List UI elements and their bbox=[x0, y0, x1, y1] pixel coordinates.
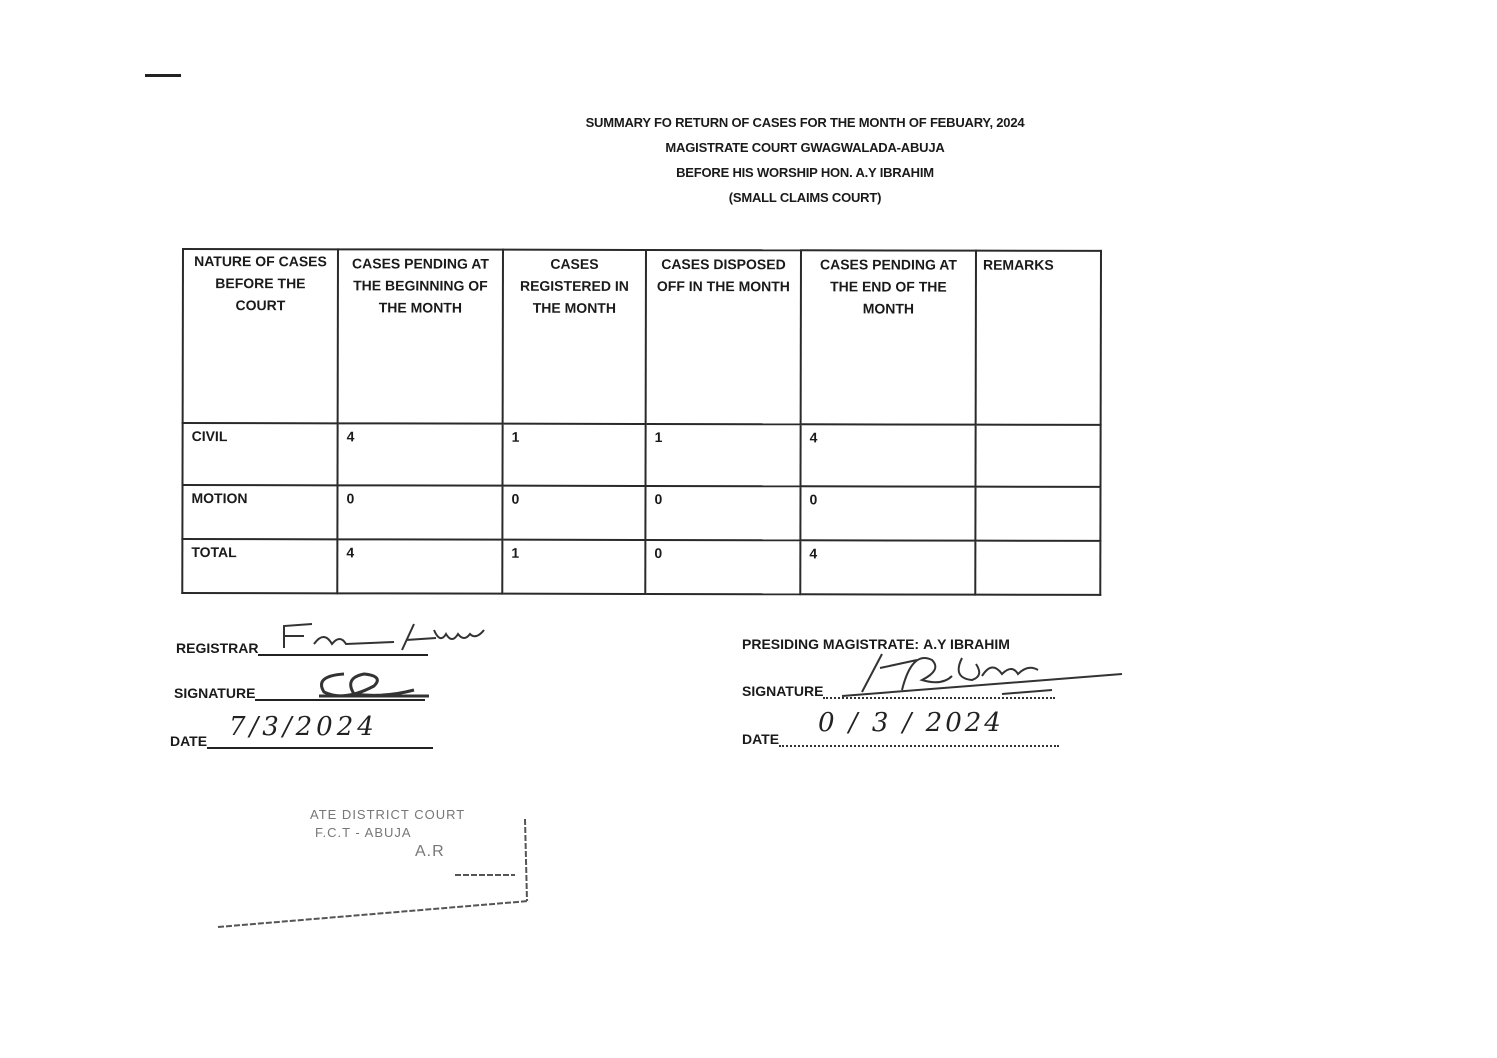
court-stamp bbox=[215, 805, 535, 935]
header-court-type: (SMALL CLAIMS COURT) bbox=[728, 190, 882, 205]
cell-registered: 1 bbox=[502, 540, 645, 594]
magistrate-date-label: DATE bbox=[742, 731, 780, 747]
col-registered: CASES REGISTERED IN THE MONTH bbox=[503, 250, 646, 424]
header-title: SUMMARY FO RETURN OF CASES FOR THE MONTH OF FEBUARY, 2024 bbox=[585, 115, 1025, 130]
magistrate-label: PRESIDING MAGISTRATE: bbox=[742, 636, 920, 652]
cell-pending-end: 0 bbox=[800, 486, 975, 540]
cell-nature: TOTAL bbox=[182, 539, 337, 593]
cell-remarks bbox=[976, 425, 1101, 487]
col-pending-end: CASES PENDING AT THE END OF THE MONTH bbox=[801, 250, 976, 424]
cell-nature: CIVIL bbox=[183, 423, 338, 485]
cell-pending-start: 4 bbox=[337, 539, 502, 593]
cell-disposed: 0 bbox=[645, 486, 800, 540]
table-row-motion bbox=[182, 485, 1100, 541]
cell-registered: 0 bbox=[502, 486, 645, 540]
registrar-signature-label: SIGNATURE bbox=[174, 685, 256, 701]
cell-pending-end: 4 bbox=[801, 424, 976, 486]
magistrate-signature-label: SIGNATURE bbox=[742, 683, 824, 699]
cell-remarks bbox=[975, 487, 1100, 541]
col-disposed: CASES DISPOSED OFF IN THE MONTH bbox=[646, 250, 801, 424]
stamp-frame bbox=[215, 805, 535, 935]
col-nature: NATURE OF CASES BEFORE THE COURT bbox=[183, 249, 338, 423]
margin-dash bbox=[145, 74, 181, 77]
cell-pending-start: 0 bbox=[337, 485, 502, 539]
cell-disposed: 0 bbox=[645, 540, 800, 594]
table-header-row bbox=[183, 249, 1101, 425]
cell-disposed: 1 bbox=[646, 424, 801, 486]
cell-pending-end: 4 bbox=[800, 540, 975, 594]
stamp-line2: F.C.T - ABUJA bbox=[315, 825, 412, 840]
magistrate-block bbox=[742, 636, 1142, 766]
table-row-civil bbox=[183, 423, 1101, 487]
document-header bbox=[520, 110, 1090, 210]
header-court: MAGISTRATE COURT GWAGWALADA-ABUJA bbox=[665, 140, 945, 155]
registrar-date-label: DATE bbox=[170, 733, 208, 749]
cases-table bbox=[181, 248, 1102, 596]
registrar-block bbox=[170, 630, 474, 760]
stamp-line1: ATE DISTRICT COURT bbox=[310, 807, 466, 822]
cell-remarks bbox=[975, 541, 1100, 595]
table-row-total bbox=[182, 539, 1100, 595]
cell-registered: 1 bbox=[503, 424, 646, 486]
cell-nature: MOTION bbox=[182, 485, 337, 539]
magistrate-date-value: 0 / 3 / 2024 bbox=[818, 708, 1004, 738]
col-remarks: REMARKS bbox=[976, 251, 1101, 425]
registrar-label: REGISTRAR bbox=[176, 640, 259, 656]
registrar-name-handwriting bbox=[274, 620, 504, 660]
magistrate-signature-handwriting bbox=[822, 646, 1142, 706]
cell-pending-start: 4 bbox=[338, 423, 503, 485]
header-magistrate: BEFORE HIS WORSHIP HON. A.Y IBRAHIM bbox=[676, 165, 934, 180]
col-pending-start: CASES PENDING AT THE BEGINNING OF THE MONTH bbox=[338, 249, 503, 423]
magistrate-name: A.Y IBRAHIM bbox=[923, 636, 1010, 652]
registrar-date-value: 7/3/2024 bbox=[229, 712, 378, 742]
stamp-line3: A.R bbox=[415, 843, 445, 860]
registrar-signature-handwriting bbox=[299, 666, 439, 706]
